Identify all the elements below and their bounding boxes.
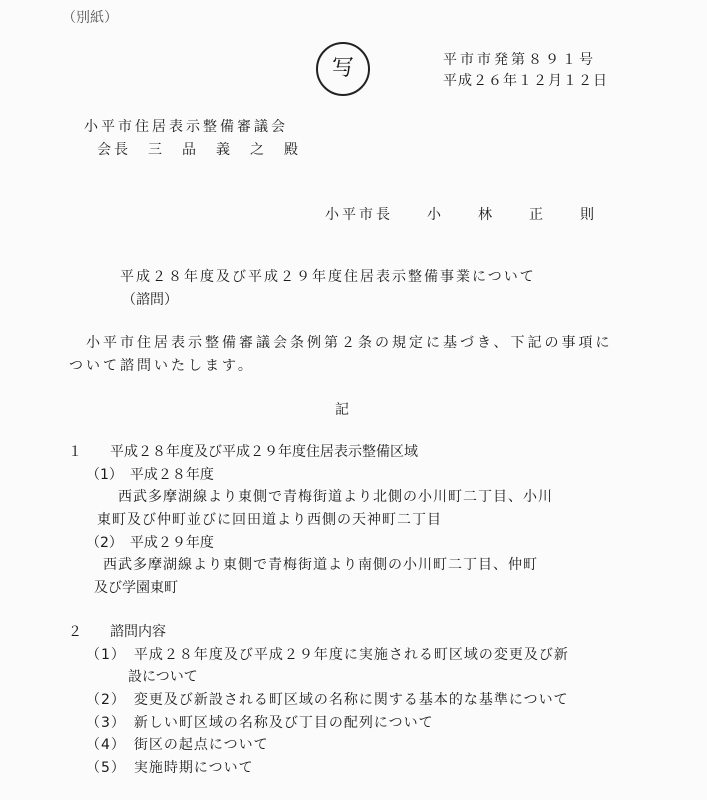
subject-line-1: 平成２８年度及び平成２９年度住居表示整備事業について <box>120 269 536 285</box>
subject-line-2: （諮問） <box>122 292 178 308</box>
section-1-item-2-line-2: 及び学園東町 <box>94 580 178 596</box>
section-1-item-1-line-1: 西武多摩湖線より東側で青梅街道より北側の小川町二丁目、小川 <box>118 489 553 505</box>
section-1-item-2-line-1: 西武多摩湖線より東側で青梅街道より南側の小川町二丁目、仲町 <box>103 557 538 573</box>
document-date: 平成２６年１２月１２日 <box>443 73 608 89</box>
section-1-item-1-line-2: 東町及び仲町並びに回田道より西側の天神町二丁目 <box>97 512 442 528</box>
section-2-item: 設について <box>128 669 198 685</box>
section-2-item: （1） 平成２８年度及び平成２９年度に実施される町区域の変更及び新 <box>86 647 569 663</box>
section-1-heading: １ 平成２８年度及び平成２９年度住居表示整備区域 <box>68 444 418 460</box>
section-2-item: （3） 新しい町区域の名称及び丁目の配列について <box>86 715 434 731</box>
body-line-2: ついて諮問いたします。 <box>69 358 255 374</box>
section-2-item: （4） 街区の起点について <box>86 737 269 753</box>
body-line-1: 小平市住居表示整備審議会条例第２条の規定に基づき、下記の事項に <box>86 335 613 351</box>
copy-stamp-icon <box>316 42 370 96</box>
stamp-char: 写 <box>331 56 354 81</box>
sender: 小平市長 小 林 正 則 <box>325 207 597 223</box>
ki-heading: 記 <box>335 402 349 418</box>
section-1-item-2-label: （2） 平成２９年度 <box>86 535 214 551</box>
recipient-organization: 小平市住居表示整備審議会 <box>84 119 288 135</box>
section-2-item: （2） 変更及び新設される町区域の名称に関する基本的な基準について <box>86 692 569 708</box>
section-1-item-1-label: （1） 平成２８年度 <box>86 467 214 483</box>
document-number: 平市市発第８９１号 <box>443 52 596 68</box>
recipient-name: 会長 三 品 義 之 殿 <box>97 142 301 158</box>
section-2-item: （5） 実施時期について <box>86 760 254 776</box>
section-2-heading: ２ 諮問内容 <box>68 624 166 640</box>
attachment-label: （別紙） <box>62 10 118 26</box>
